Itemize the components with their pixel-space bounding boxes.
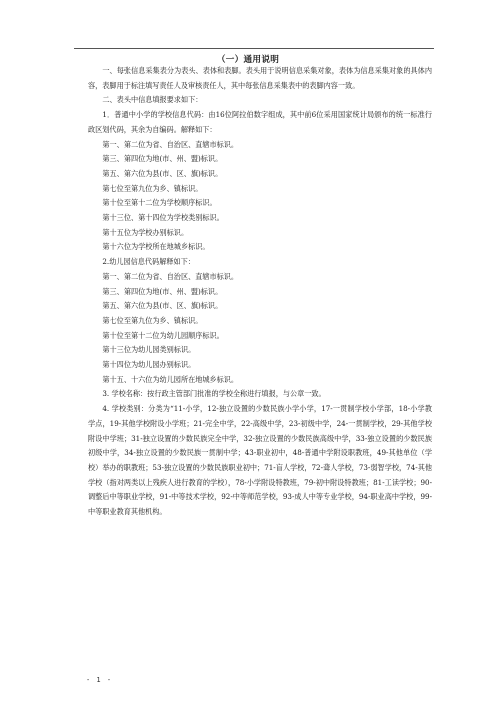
document-body xyxy=(88,64,432,520)
paragraph: 第十位至第十二位为幼儿园顺序标识。 xyxy=(102,330,224,340)
paragraph: 第五、第六位为县(市、区、旗)标识。 xyxy=(102,168,223,178)
paragraph: 第十六位为学校所在地城乡标识。 xyxy=(102,242,210,252)
paragraph: 第一、第二位为省、自治区、直辖市标识。 xyxy=(102,139,239,149)
paragraph: 4. 学校类别：分类为“11-小学，12-独立设置的少数民族小学小学，17-一贯制学校小学部，18-小学教学点，19-其他学校附设小学班；21-完全中学，22-高级中学，23-初级中学，24-一贯制学校，29-其他学校附设中学班；31-独立设置的少数民族完全中学，32-独立设置的少数民族高级中学，33-独立设置的少数民族初级中学，34-独立设置的少数民族一贯制中学；43-职业初中，48-普通中学附设职教班，49-其他单位（学校）举办的职教班；53-独立设置的少数民族职业初中；71-盲人学校，72-聋人学校，73-弱智学校，74-其他学校（指对两类以上残疾人进行教育的学校），78-小学附设特教班，79-初中附设特教班；81-工读学校；90-调整后中等职业学校，91-中等技术学校，92-中等师范学校，93-成人中等专业学校，94-职业高中学校，99-中等职业教育其他机构。 xyxy=(88,404,432,517)
paragraph: 第十五、十六位为幼儿园所在地城乡标识。 xyxy=(102,374,239,384)
header-rule xyxy=(74,48,434,49)
paragraph: 3. 学校名称：按行政主管部门批准的学校全称进行填报，与公章一致。 xyxy=(102,389,326,399)
page-number: - 1 - xyxy=(86,676,113,684)
paragraph: 第五、第六位为县(市、区、旗)标识。 xyxy=(102,301,223,311)
paragraph: 第十四位为幼儿园办别标识。 xyxy=(102,360,196,370)
paragraph: 第三、第四位为地(市、州、盟)标识。 xyxy=(102,286,223,296)
section-title: （一）通用说明 xyxy=(216,55,280,65)
paragraph: 第一、第二位为省、自治区、直辖市标识。 xyxy=(102,271,239,281)
paragraph: 第三、第四位为地(市、州、盟)标识。 xyxy=(102,154,223,164)
paragraph: 第十位至第十二位为学校顺序标识。 xyxy=(102,198,217,208)
paragraph: 2.幼儿园信息代码解释如下： xyxy=(102,257,195,267)
paragraph: 第七位至第九位为乡、镇标识。 xyxy=(102,315,203,325)
paragraph: 第十三位、第十四位为学校类别标识。 xyxy=(102,213,224,223)
paragraph: 第七位至第九位为乡、镇标识。 xyxy=(102,183,203,193)
paragraph: 第十三位为幼儿园类别标识。 xyxy=(102,345,196,355)
paragraph: 1．普通中小学的学校信息代码：由16位阿拉伯数字组成，其中前6位采用国家统计局颁布的统一标准行政区划代码，其余为自编码。解释如下： xyxy=(88,110,432,134)
paragraph: 一、每张信息采集表分为表头、表体和表脚。表头用于说明信息采集对象，表体为信息采集对象的具体内容，表脚用于标注填写责任人及审核责任人，其中每张信息采集表中的表脚内容一致。 xyxy=(88,66,432,90)
paragraph: 第十五位为学校办别标识。 xyxy=(102,227,189,237)
paragraph: 二、表头中信息填报要求如下： xyxy=(102,95,203,105)
